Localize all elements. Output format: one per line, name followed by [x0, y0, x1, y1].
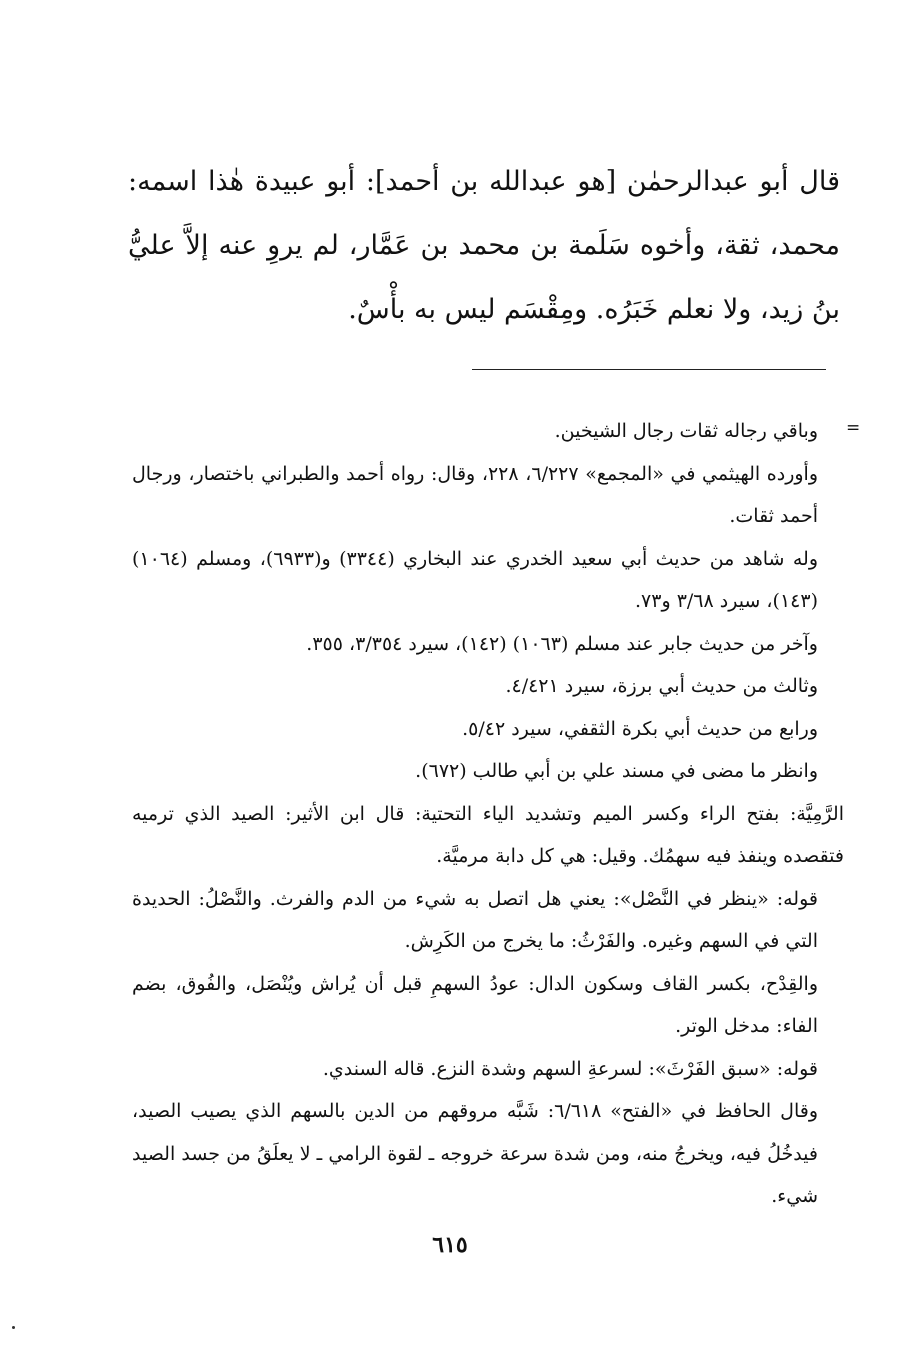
page-number: ٦١٥	[432, 1232, 468, 1258]
footnote-line: وباقي رجاله ثقات رجال الشيخين.	[554, 420, 818, 442]
footnote-line: الرَّمِيَّة: بفتح الراء وكسر الميم وتشديد الياء التحتية: قال ابن الأثير: الصيد الذي ترميه فتقصده وينفذ فيه سهمُك. وقيل: هي كل دابة مرميَّة.	[132, 802, 844, 867]
footnote-line: وله شاهد من حديث أبي سعيد الخدري عند البخاري (٣٣٤٤) و(٦٩٣٣)، ومسلم (١٠٦٤) (١٤٣)، سيرد ٣/٦٨ و٧٣.	[132, 547, 818, 612]
main-paragraph: قال أبو عبدالرحمٰن [هو عبدالله بن أحمد]: أبو عبيدة هٰذا اسمه: محمد، ثقة، وأخوه سَلَمة بن محمد بن عَمَّار، لم يروِ عنه إلاَّ عليُّ بنُ زيد، ولا نعلم خَبَرُه. ومِقْسَم ليس به بأْسٌ.	[128, 166, 840, 325]
footnote-line: وقال الحافظ في «الفتح» ٦/٦١٨: شَبَّه مروقهم من الدين بالسهم الذي يصيب الصيد، فيدخُلُ فيه، ويخرجُ منه، ومن شدة سرعة خروجه ـ لقوة الرامي ـ لا يعلَقُ من جسد الصيد شيء.	[132, 1100, 818, 1207]
main-text-block	[128, 150, 840, 342]
footnote-line: قوله: «ينظر في النَّصْل»: يعني هل اتصل به شيء من الدم والفرث. والنَّصْلُ: الحديدة التي في السهم وغيره. والفَرْثُ: ما يخرج من الكَرِش.	[132, 887, 818, 952]
footnote-line: والقِدْح، بكسر القاف وسكون الدال: عودُ السهمِ قبل أن يُراش ويُنْصَل، والفُوق، بضم الفاء: مدخل الوتر.	[132, 972, 818, 1037]
footnote-line: وثالث من حديث أبي برزة، سيرد ٤/٤٢١.	[505, 675, 818, 697]
scan-speck	[12, 1326, 15, 1329]
footnote-line: وانظر ما مضى في مسند علي بن أبي طالب (٦٧٢).	[415, 760, 818, 782]
footnote-line: قوله: «سبق الفَرْثَ»: لسرعةِ السهم وشدة النزع. قاله السندي.	[322, 1057, 818, 1080]
footnote-line: وآخر من حديث جابر عند مسلم (١٠٦٣) (١٤٢)، سيرد ٣/٣٥٤، ٣٥٥.	[306, 632, 818, 655]
footnote-line: ورابع من حديث أبي بكرة الثقفي، سيرد ٥/٤٢.	[462, 717, 818, 740]
footnote-continuation-mark: =	[846, 418, 861, 438]
footnote-separator	[472, 369, 826, 370]
footnote-line: وأورده الهيثمي في «المجمع» ٦/٢٢٧، ٢٢٨، وقال: رواه أحمد والطبراني باختصار، ورجال أحمد ثقات.	[132, 462, 819, 527]
footnotes-block	[132, 410, 844, 1218]
